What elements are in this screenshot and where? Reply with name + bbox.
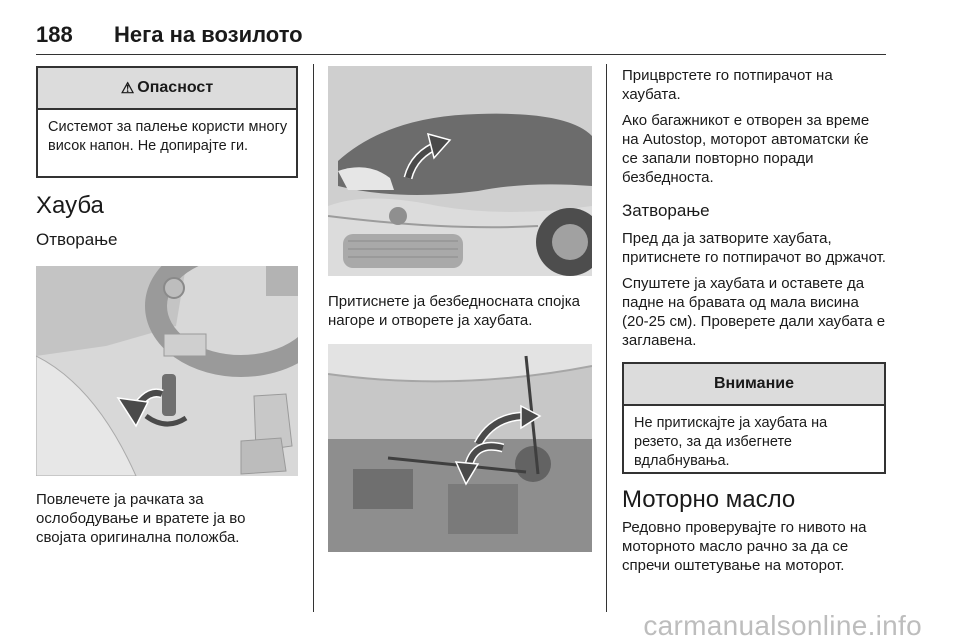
section-title-hood: Хауба <box>36 192 104 219</box>
hood-safety-catch-illustration <box>328 66 592 276</box>
page-number: 188 <box>36 22 73 47</box>
danger-box <box>36 66 298 178</box>
column-divider-1 <box>313 64 314 612</box>
paragraph-oil-level: Редовно проверувајте го нивото на моторното масло рачно за да се спречи оштетување на моторот. <box>622 519 867 574</box>
caption-release-lever: Повлечете ја рачката за ослободување и вратете ја во својата оригинална положба. <box>36 491 246 546</box>
notice-box <box>622 362 886 474</box>
page-title: Нега на возилото <box>114 22 303 47</box>
danger-text: Системот за палење користи многу висок напон. Не допирајте ги. <box>48 119 288 154</box>
column-divider-2 <box>606 64 607 612</box>
notice-label: Внимание <box>624 364 884 406</box>
paragraph-autostop: Ако багажникот е отворен за време на Autostop, моторот автоматски ќе се запали повторно поради безбедноста. <box>622 112 870 186</box>
hood-release-lever-illustration <box>36 266 298 476</box>
paragraph-support-rod: Прицврстете го потпирачот на хаубата. <box>622 67 833 103</box>
subsection-title-opening: Отворање <box>36 230 118 249</box>
caption-safety-catch: Притиснете ја безбедносната спојка нагоре и отворете ја хаубата. <box>328 293 580 329</box>
paragraph-lower-hood: Спуштете ја хаубата и оставете да падне на бравата од мала висина (20-25 см). Проверете дали хаубата е заглавена. <box>622 275 886 349</box>
danger-label: Опасност <box>137 79 214 96</box>
notice-text: Не притискајте ја хаубата на резето, за да избегнете вдлабнувања. <box>634 415 828 469</box>
column-3 <box>622 66 886 575</box>
hood-support-rod-illustration <box>328 344 592 552</box>
subsection-title-closing: Затворање <box>622 201 710 220</box>
section-title-engine-oil: Моторно масло <box>622 486 796 513</box>
column-2 <box>328 66 592 552</box>
page-header <box>36 22 886 52</box>
column-1 <box>36 66 298 547</box>
warning-triangle-icon: ⚠ <box>120 80 135 97</box>
header-divider <box>36 54 886 55</box>
paragraph-press-rod: Пред да ја затворите хаубата, притиснете го потпирачот во држачот. <box>622 230 886 266</box>
watermark: carmanualsonline.info <box>643 610 922 641</box>
